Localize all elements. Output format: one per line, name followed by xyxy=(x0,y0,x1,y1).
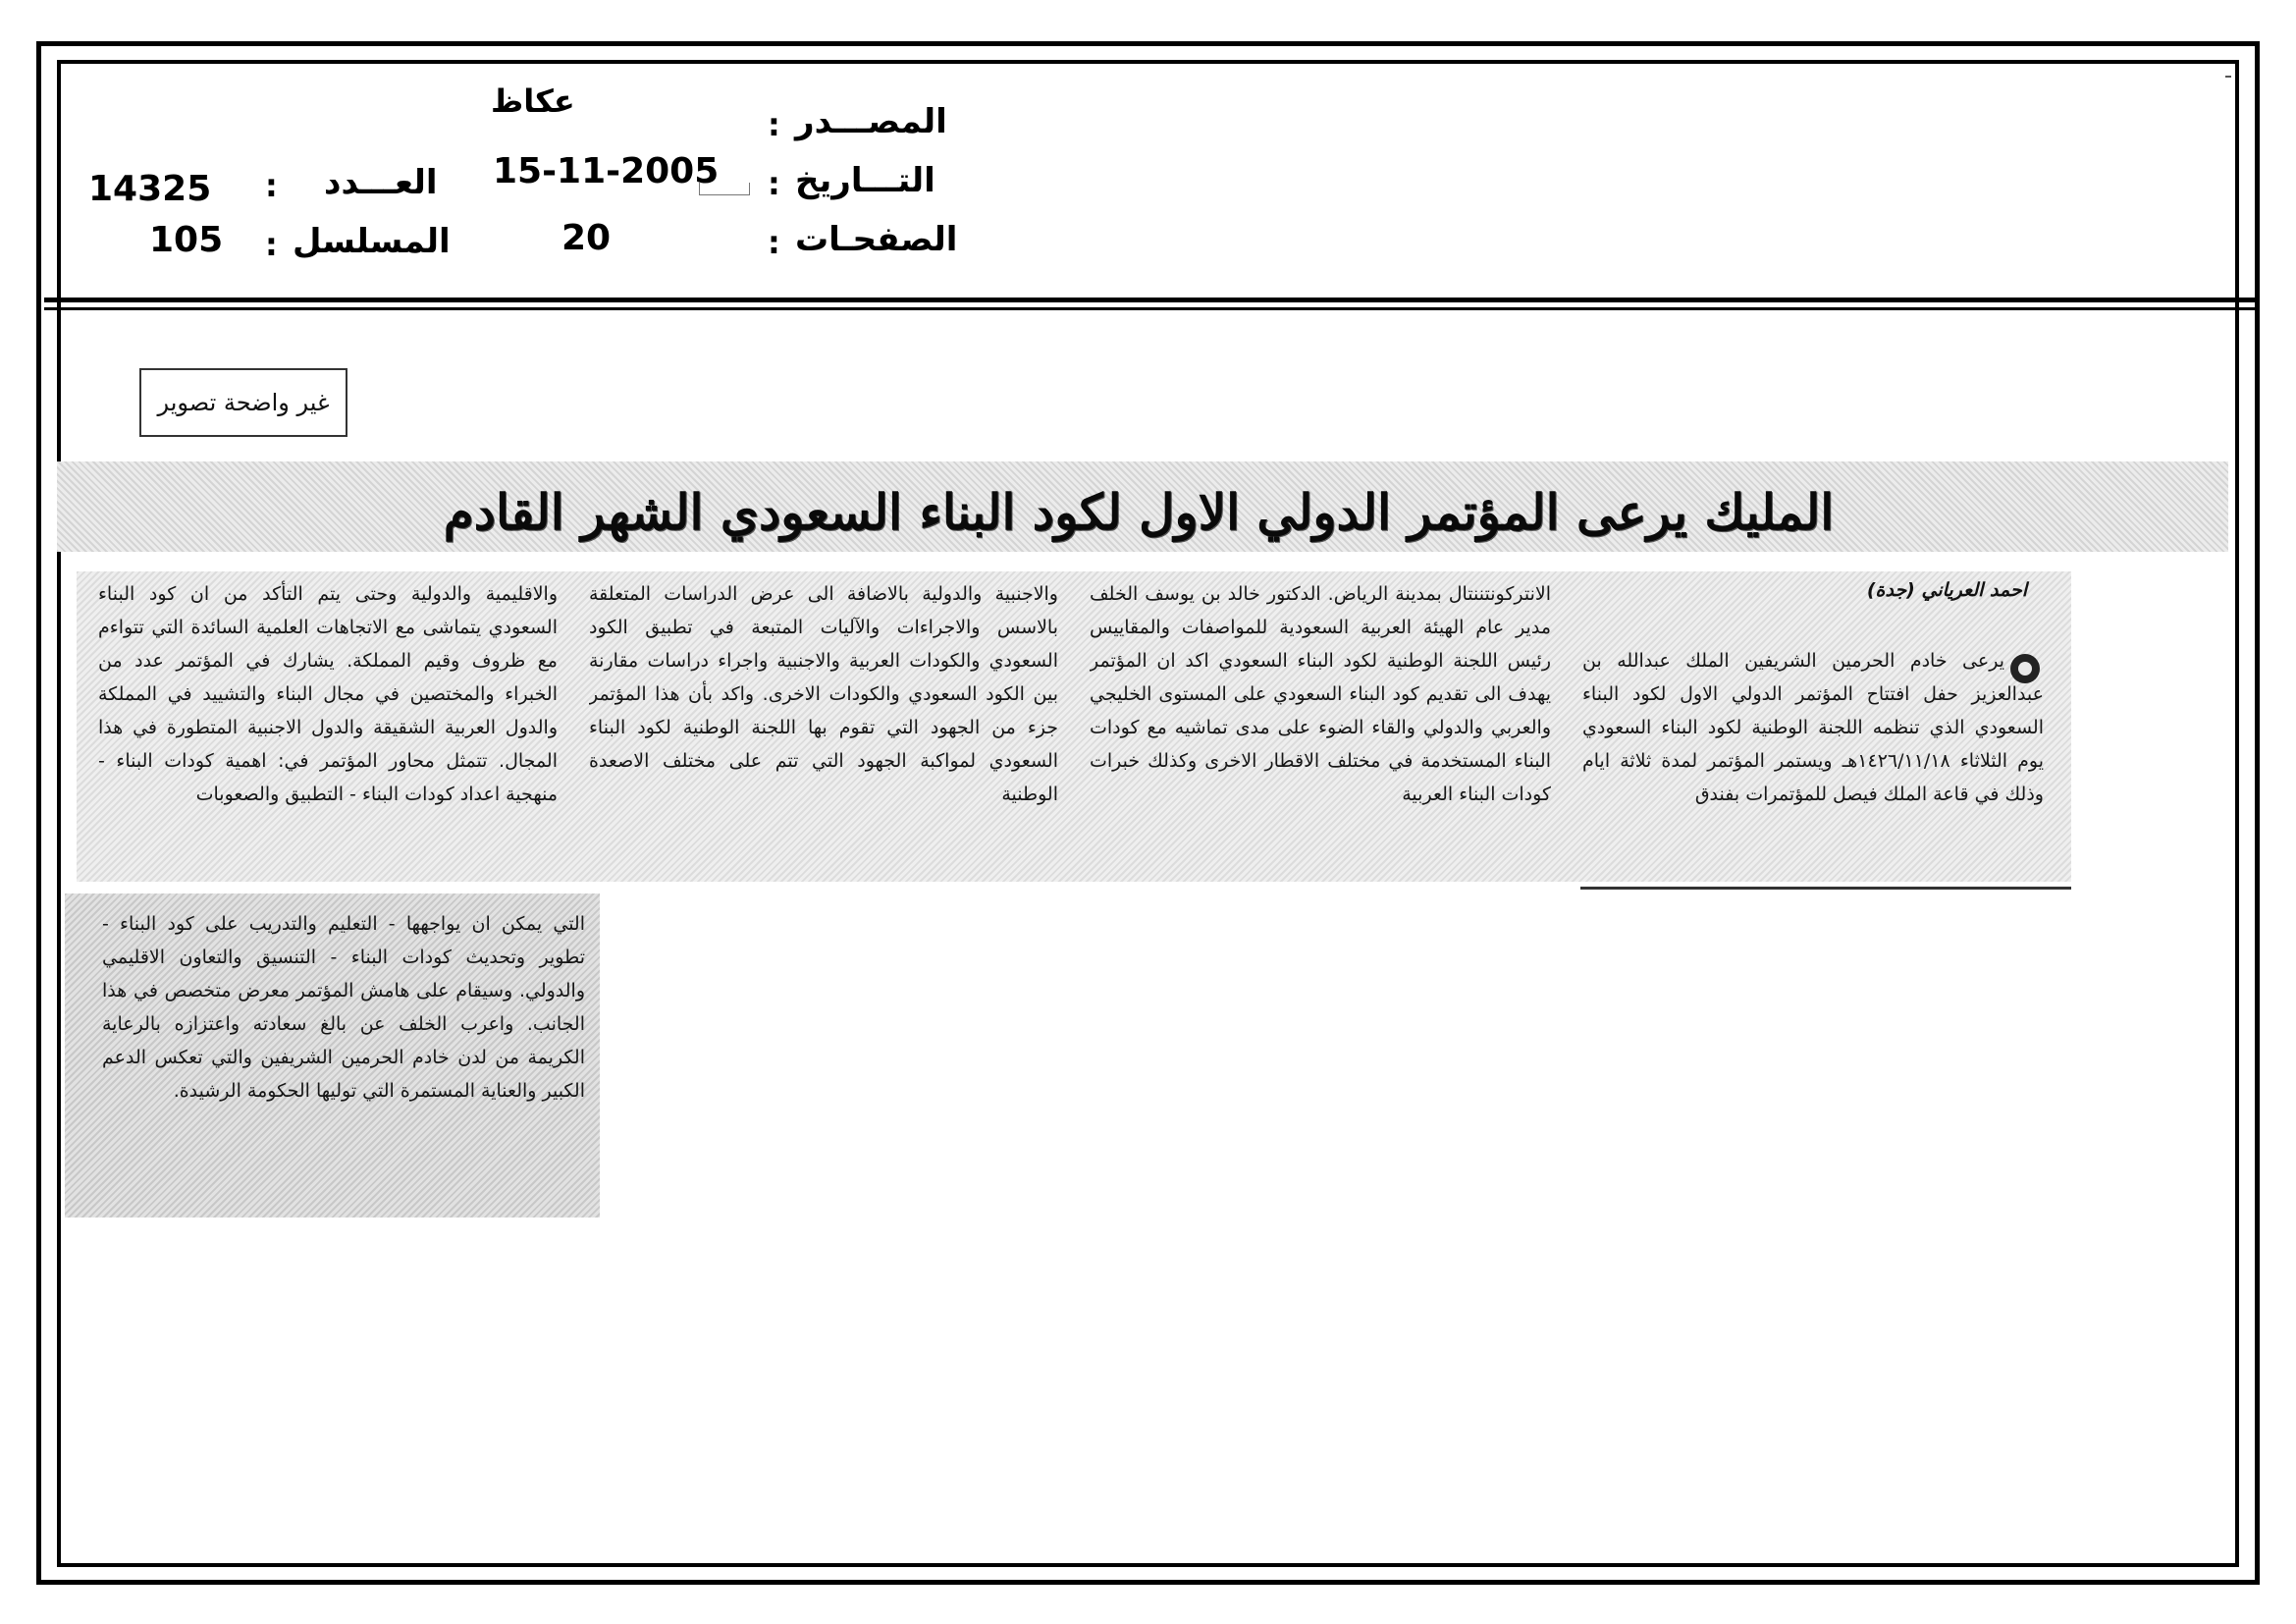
issue-colon: : xyxy=(265,167,278,204)
date-underline-mark xyxy=(699,183,750,195)
pages-colon: : xyxy=(768,224,780,261)
pages-value: 20 xyxy=(561,218,612,258)
serial-label: المسلسل xyxy=(293,222,451,261)
source-colon: : xyxy=(768,106,780,143)
header-divider xyxy=(44,298,2257,310)
scan-mark xyxy=(2225,76,2231,78)
unclear-copy-stamp: غير واضحة تصوير xyxy=(139,368,347,437)
serial-colon: : xyxy=(265,226,278,263)
article-byline: احمد العرياني (جدة) xyxy=(1866,579,2027,601)
pages-label: الصفحـات xyxy=(795,220,958,259)
article-column-5: التي يمكن ان يواجهها - التعليم والتدريب على كود البناء - تطوير وتحديث كودات البناء - التنسيق والتعاون الاقليمي والدولي. وسيقام على هامش المؤتمر معرض متخصص في هذا الجانب. واعرب الخلف عن بالغ سعادته واعتزازه بالرعاية الكريمة من لدن خادم الحرمين الشريفين والتي تعكس الدعم الكبير والعناية المستمرة التي توليها الحكومة الرشيدة. xyxy=(102,913,585,1102)
article-column-2: الانتركونتننتال بمدينة الرياض. الدكتور خالد بن يوسف الخلف مدير عام الهيئة العربية السعودية للمواصفات والمقاييس رئيس اللجنة الوطنية لكود البناء السعودي اكد ان المؤتمر يهدف الى تقديم كود البناء السعودي على المستوى الخليجي والعربي والدولي والقاء الضوء على مدى تماشيه مع كودات البناء المستخدمة في مختلف الاقطار الاخرى وكذلك خبرات كودات البناء العربية xyxy=(1090,583,1551,805)
article-bottom-rule xyxy=(1580,887,2071,890)
date-value: 15-11-2005 xyxy=(493,151,720,191)
article-column-3: والاجنبية والدولية بالاضافة الى عرض الدراسات المتعلقة بالاسس والاجراءات والآليات المتبعة في تطبيق الكود السعودي والكودات العربية والاجنبية واجراء دراسات مقارنة بين الكود السعودي والكودات الاخرى. واكد بأن هذا المؤتمر جزء من الجهود التي تقوم بها اللجنة الوطنية لكود البناء السعودي لمواكبة الجهود التي تتم على مختلف الاصعدة الوطنية xyxy=(589,583,1058,805)
source-value: عكاظ xyxy=(491,82,575,120)
issue-label: العـــدد xyxy=(324,163,438,202)
article-column-4: والاقليمية والدولية وحتى يتم التأكد من ان كود البناء السعودي يتماشى مع الاتجاهات العلمية السائدة التي تتواءم مع ظروف وقيم المملكة. يشارك في المؤتمر عدد من الخبراء والمختصين في مجال البناء والتشييد في المملكة والدول العربية الشقيقة والدول الاجنبية المتطورة في هذا المجال. تتمثل محاور المؤتمر في: اهمية كودات البناء - منهجية اعداد كودات البناء - التطبيق والصعوبات xyxy=(98,583,558,805)
date-colon: : xyxy=(768,165,780,202)
date-label: التـــاريخ xyxy=(795,161,935,200)
serial-value: 105 xyxy=(149,220,224,260)
source-label: المصـــدر xyxy=(795,102,947,141)
article-headline: المليك يرعى المؤتمر الدولي الاول لكود البناء السعودي الشهر القادم xyxy=(443,483,1835,541)
issue-value: 14325 xyxy=(88,169,212,209)
article-column-1: يرعى خادم الحرمين الشريفين الملك عبدالله بن عبدالعزيز حفل افتتاح المؤتمر الدولي الاول لكود البناء السعودي الذي تنظمه اللجنة الوطنية لكود البناء السعودي يوم الثلاثاء ١٤٢٦/١١/١٨هـ ويستمر المؤتمر لمدة ثلاثة ايام وذلك في قاعة الملك فيصل للمؤتمرات بفندق xyxy=(1582,650,2044,805)
